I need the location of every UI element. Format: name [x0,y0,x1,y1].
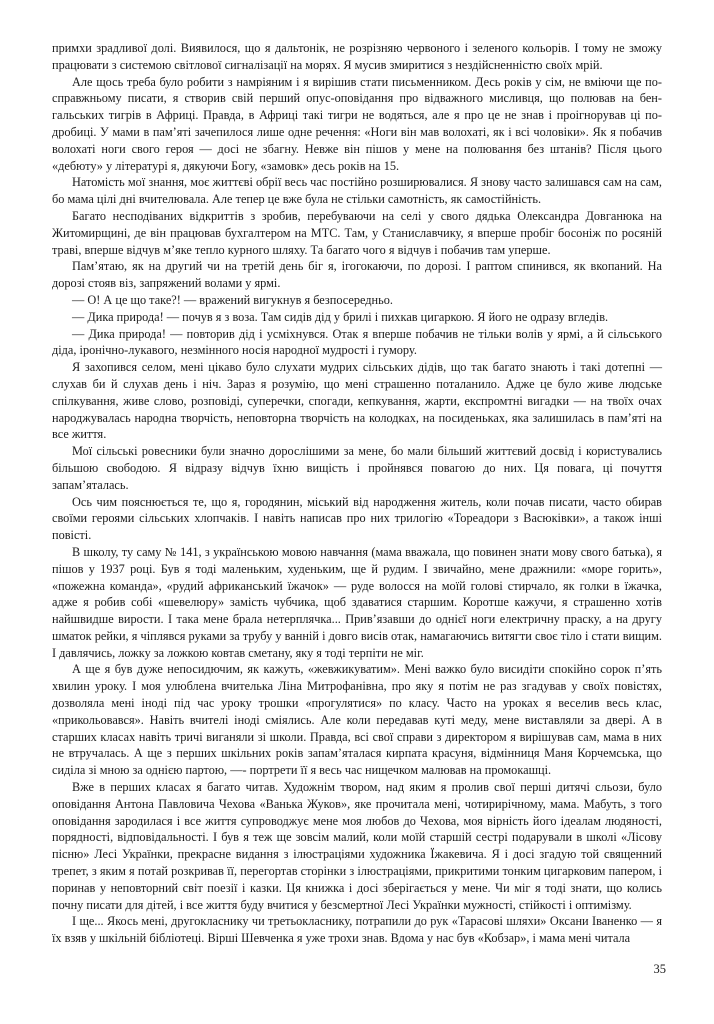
paragraph: Мої сільські ровесники були значно дорослішими за мене, бо мали більший життєвий досвід і користувались більшою свободою. Я відразу відчув їхню вищість і пройнявся повагою до них. Ця повага, ці почуття запам’яталась. [52,444,662,492]
paragraph: примхи зрадливої долі. Виявилося, що я дальтонік, не розрізняю червоного і зеленого кольорів. І тому не зможу працювати з системою світлової сигналізації на морях. Я мусив змиритися з нездійсненністю своїх мрій. [52,41,662,72]
paragraph: Натомість мої знання, моє життєві обрії весь час постійно розширювалися. Я знову часто залишався сам на сам, бо мама цілі дні вчителювала. Але тепер це вже була не стільки самотність, як самостійність. [52,175,662,207]
paragraph: Вже в перших класах я багато читав. Художнім твором, над яким я пролив свої перші дитячі сльози, було оповідання Антона Павловича Чехова «Ванька Жуков», яке прочитала мені, чотирирічному, мама. Мабуть, з того оповідання зародилася і все життя супроводжує мене моя любов до Чехова, моя вірність його ідеалам людяності, порядності, відповідальності. І був я теж ще зовсім малий, коли моїй старшій сестрі подарували в школі «Лісову пісню» Лесі Українки, прекрасне видання з ілюстраціями художника Їжакевича. Я і досі згадую той священний трепет, з яким я потай розкривав її, перегортав сторінки з ілюстраціями, прикритими тонким цигарковим папером, і поринав у неповторний світ поезії і казки. Ця книжка і досі зберігається у мене. Чи міг я тоді знати, що колись почну писати для дітей, і все життя буду вчитися у безсмертної Лесі Українки мужності, стійкості і оптимізму. [52,780,662,912]
paragraph: В школу, ту саму № 141, з українською мовою навчання (мама вважала, що повинен знати мову свого батька), я пішов у 1937 році. Був я тоді маленьким, худеньким, ще й рудим. І звичайно, мене дражнили: «море горить», «пожежна команда», «рудий африканський їжачок» — руде волосся на моїй голові стирчало, як голки в їжачка, адже я робив собі «шевелюру» замість чубчика, щоб здаватися старшим. Коротше кажучи, я страшенно хотів найшвидше вирости. І така мене брала нетерплячка... Прив’язавши до однієї ноги електричну праску, а на другу шматок рейки, я чіплявся руками за трубу у ванній і довго висів отак, намагаючись витягти своє тіло і стати вищим. І давлячись, ложку за ложкою ковтав сметану, яку я тоді терпіти не міг. [52,544,662,660]
dialogue-line: — Дика природа! — повторив дід і усміхнувся. Отак я вперше побачив не тільки волів у ярмі, а й сільського діда, іронічно-лукавого, незмінного носія народної мудрості і гумору. [52,326,662,358]
paragraph: Багато несподіваних відкриттів з зробив, перебуваючи на селі у свого дядька Олександра Довганюка на Житомирщині, де він працював бухгалтером на МТС. Там, у Станиславчику, я вперше пробіг босоніж по росяній траві, вперше відчув м’яке тепло курного шляху. Та багато чого я відчув і побачив там уперше. [52,208,662,257]
paragraph: І ще... Якось мені, другокласнику чи третьокласнику, потрапили до рук «Тарасові шляхи» Оксани Іваненко — я їх взяв у шкільній бібліотеці. Вірші Шевченка я уже трохи знав. Вдома у нас був «Кобзар», і мама мені читала [52,914,662,946]
dialogue-line: — О! А це що таке?! — вражений вигукнув я безпосередньо. [72,292,393,307]
paragraph: Я захопився селом, мені цікаво було слухати мудрих сільських дідів, що так багато знають і такі дотепні — слухав би й слухав день і ніч. Зараз я розумію, що мені страшенно поталанило. Адже це було живе людське спілкування, живе слово, розповіді, суперечки, спогади, кепкування, жарти, експромтні вигадки — на твоїх очах народжувалась народна творчість, неповторна творчість на колодках, на посиденьках, яка залишилась в пам’яті на все життя. [52,360,662,442]
dialogue-line: — Дика природа! — почув я з воза. Там сидів дід у брилі і пихкав цигаркою. Я його не одразу вгледів. [72,309,609,324]
paragraph: Але щось треба було робити з намріяним і я вирішив стати письменником. Десь років у сім, не вміючи ще по-справжньому писати, я створив свій перший опус-оповідання про відважного мисливця, що полював на бенгальських тигрів в Африці. Правда, в Африці такі тигри не водяться, але я про це не знав і проігнорував ці подробиці. У мами в пам’яті зачепилося лише одне речення: «Ноги він мав волохаті, як і всі чоловіки». Як я побачив волохаті ноги свого героя — досі не збагну. Невже він пішов у мене на полювання без штанів? Після цього «дебюту» у літературі я, дякуючи Богу, «замовк» десь років на 15. [52,74,662,173]
paragraph: Ось чим пояснюється те, що я, городянин, міський від народження житель, коли почав писати, часто обирав своїми героями сільських хлопчаків. І навіть написав про них трилогію «Тореадори з Васюківки», а також інші повісті. [52,494,662,543]
paragraph: А ще я був дуже непосидючим, як кажуть, «жевжикуватим». Мені важко було висидіти спокійно сорок п’ять хвилин уроку. І моя улюблена вчителька Ліна Митрофанівна, про яку я потім не раз згадував у своїх повістях, дозволяла мені іноді під час уроку трошки «прогулятися» по класу. Часто на уроках я веселив весь клас, «прикольовався». Навіть вчителі іноді сміялись. Але коли передавав куті меду, мене виставляли за двері. А в старших класах навіть тричі виганяли зі школи. Правда, всі свої справи з директором я вирішував сам, мама в них не втручалась. А ще з перших шкільних років запам’яталася кирпата красуня, відмінниця Маня Корчемська, що сиділа зі мною за однією партою, —- портрети її я весь час нищечком малював на промокашці. [52,662,662,778]
paragraph: Пам’ятаю, як на другий чи на третій день біг я, ігогокаючи, по дорозі. І раптом спинився, як вкопаний. На дорозі стояв віз, запряжений волами у ярмі. [52,259,662,291]
page-number: 35 [653,962,666,976]
page-body-text [52,40,662,947]
